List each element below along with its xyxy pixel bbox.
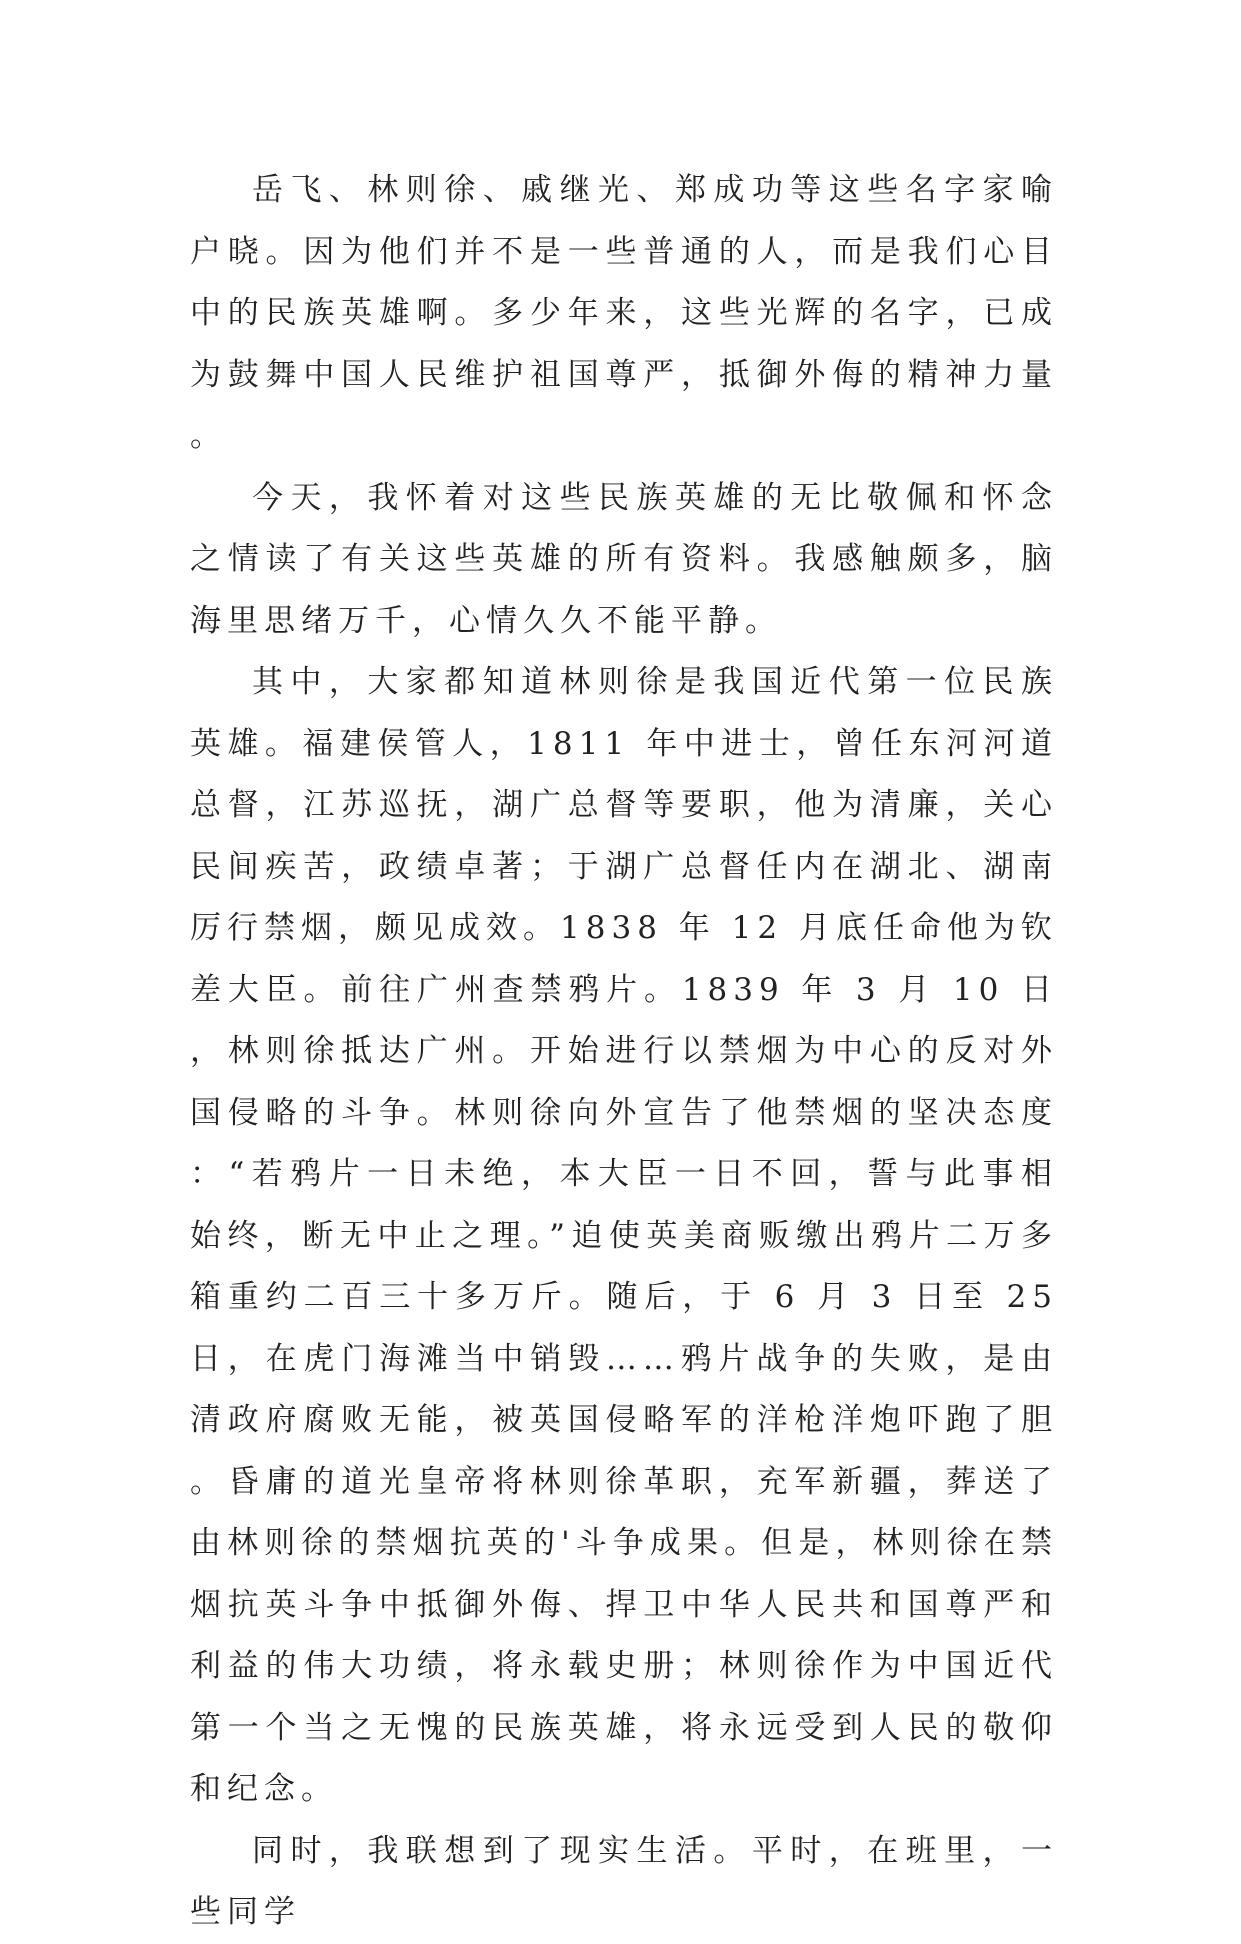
paragraph-1: 岳飞、林则徐、戚继光、郑成功等这些名字家喻户晓。因为他们并不是一些普通的人，而是我们心目中的民族英雄啊。多少年来，这些光辉的名字，已成为鼓舞中国人民维护祖国尊严，抵御外侮的精神力量。: [190, 172, 1058, 454]
paragraph-2: 今天，我怀着对这些民族英雄的无比敬佩和怀念之情读了有关这些英雄的所有资料。我感触颇多，脑海里思绪万千，心情久久不能平静。: [190, 479, 1058, 639]
paragraph-3: 其中，大家都知道林则徐是我国近代第一位民族英雄。福建侯管人，1811 年中进士，曾任东河河道总督，江苏巡抚，湖广总督等要职，他为清廉，关心民间疾苦，政绩卓著；于湖广总督任内在湖北、湖南厉行禁烟，颇见成效。1838 年 12 月底任命他为钦差大臣。前往广州查禁鸦片。1839 年 3 月 10 日，林则徐抵达广州。开始进行以禁烟为中心的反对外国侵略的斗争。林则徐向外宣告了他禁烟的坚决态度：“若鸦片一日未绝，本大臣一日不回，誓与此事相始终，断无中止之理。”迫使英美商贩缴出鸦片二万多箱重约二百三十多万斤。随后，于 6 月 3 日至 25 日，在虎门海滩当中销毁……鸦片战争的失败，是由清政府腐败无能，被英国侵略军的洋枪洋炮吓跑了胆。昏庸的道光皇帝将林则徐革职，充军新疆，葬送了由林则徐的禁烟抗英的'斗争成果。但是，林则徐在禁烟抗英斗争中抵御外侮、捍卫中华人民共和国尊严和利益的伟大功绩，将永载史册；林则徐作为中国近代第一个当之无愧的民族英雄，将永远受到人民的敬仰和纪念。: [190, 664, 1058, 1807]
document-body: [190, 160, 1058, 1944]
paragraph-4: 同时，我联想到了现实生活。平时，在班里，一些同学: [190, 1832, 1058, 1930]
